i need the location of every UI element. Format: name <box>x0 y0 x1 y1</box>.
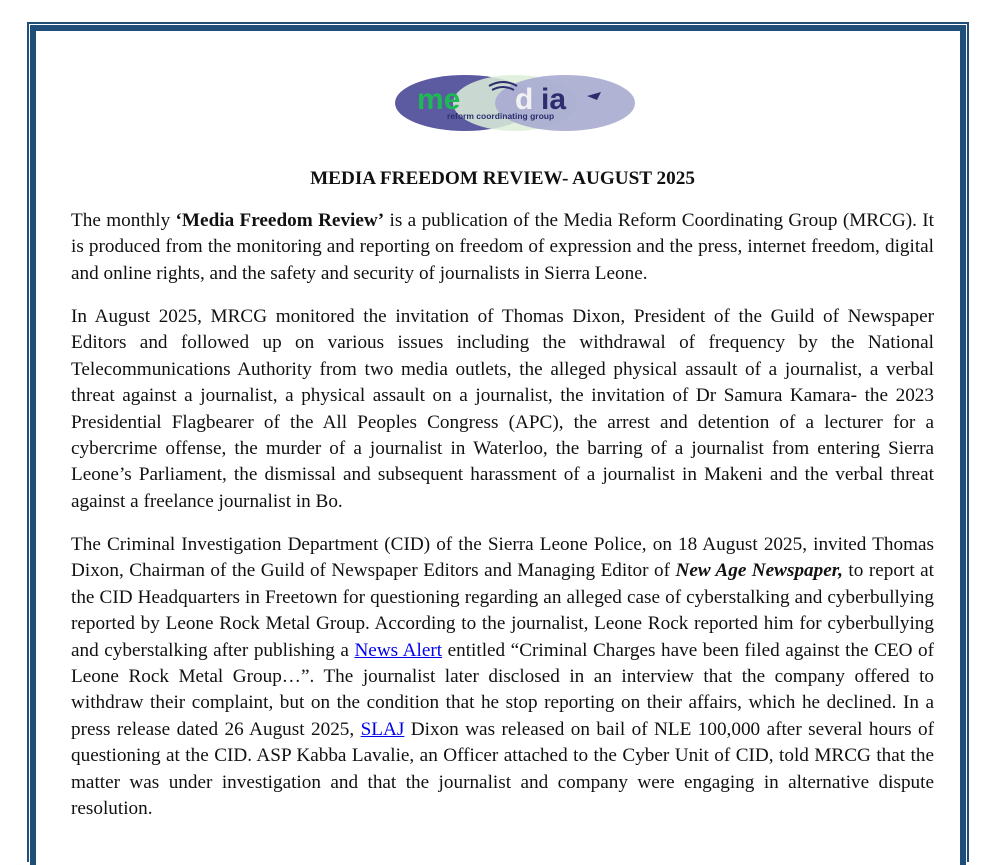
paragraph-monthly-summary <box>71 304 934 515</box>
paragraph-intro <box>71 208 934 287</box>
text-segment: In August 2025, MRCG monitored the invitation of Thomas Dixon, President of the Guild of Newspaper Editors and followed up on various issues including the withdrawal of frequency by the National Telecommunications Authority from two media outlets, the alleged physical assault of a journalist, a verbal threat against a journalist, a physical assault on a journalist, the invitation of Dr Samura Kamara- the 2023 Presidential Flagbearer of the All Peoples Congress (APC), the arrest and detention of a lecturer for a cybercrime offense, the murder of a journalist in Waterloo, the barring of a journalist from entering Sierra Leone’s Parliament, the dismissal and subsequent harassment of a journalist in Makeni and the verbal threat against a freelance journalist in Bo. <box>71 306 934 512</box>
text-segment: The Criminal Investigation Department (CID) of the Sierra Leone Police, on 18 August 2025, invited Thomas Dixon, Chairman of the Guild of Newspaper Editors and Managing Editor of <box>71 534 934 582</box>
svg-text:ia: ia <box>541 83 567 116</box>
text-segment: entitled “Criminal Charges have been filed against the CEO of Leone Rock Metal Group…”. The journalist later disclosed in an interview that the company offered to withdraw their complaint, but on the condition that he stop reporting on their affairs, which he declined. In a press release dated 26 August 2025, <box>71 639 934 740</box>
paragraph-cid-invitation <box>71 532 934 822</box>
link-slaj[interactable]: SLAJ <box>360 718 405 740</box>
text-segment: is a publication of the Media Reform Coordinating Group (MRCG). It is produced from the monitoring and reporting on freedom of expression and the press, internet freedom, digital and online rights, and the safety and security of journalists in Sierra Leone. <box>71 210 935 284</box>
link-news-alert[interactable]: News Alert <box>354 639 443 661</box>
text-segment: Dixon was released on bail of NLE 100,000 after several hours of questioning at the CID. ASP Kabba Lavalie, an Officer attached to the Cyber Unit of CID, told MRCG that the matter was under investigation and that the journalist and company were engaging in alternative dispute resolution. <box>71 718 934 820</box>
emphasis-text: New Age Newspaper, <box>675 560 843 582</box>
mrcg-logo <box>395 74 635 132</box>
text-segment: The monthly <box>71 210 176 231</box>
text-segment: to report at the CID Headquarters in Freetown for questioning regarding an alleged case of cyberstalking and cyberbullying reported by Leone Rock Metal Group. According to the journalist, Leone Rock reported him for cyberbullying and cyberstalking after publishing a <box>71 560 934 661</box>
logo-word-media-green: me <box>417 83 461 116</box>
document-title: MEDIA FREEDOM REVIEW- AUGUST 2025 <box>310 168 695 189</box>
logo-tagline: reform coordinating group <box>447 111 555 121</box>
svg-text:d: d <box>515 83 534 116</box>
emphasis-text: ‘Media Freedom Review’ <box>175 210 385 231</box>
